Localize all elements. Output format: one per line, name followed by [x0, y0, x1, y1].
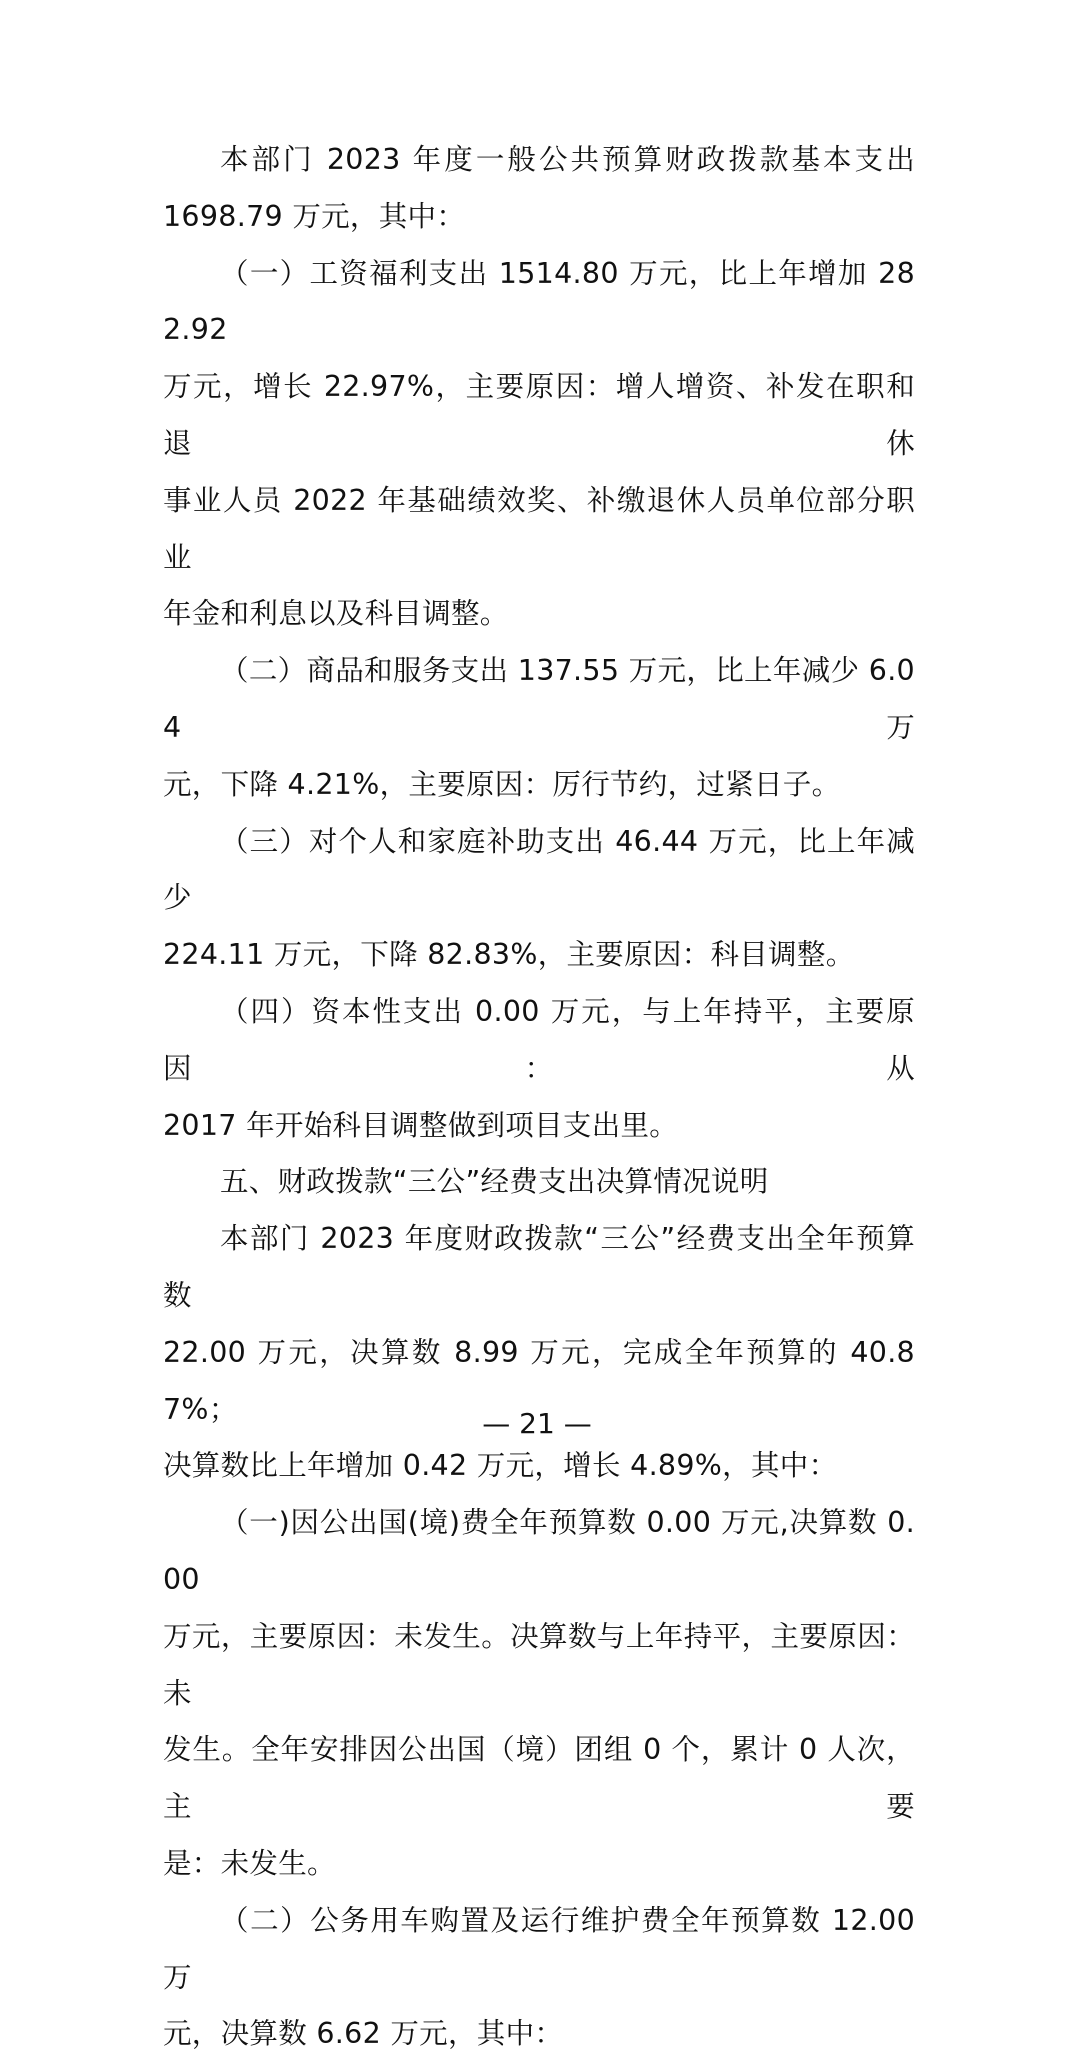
text-line: 1698.79 万元，其中：	[163, 199, 466, 233]
text-line: 事业人员 2022 年基础绩效奖、补缴退休人员单位部分职业	[163, 483, 915, 574]
text-line: （二）公务用车购置及运行维护费全年预算数 12.00 万	[163, 1903, 915, 1994]
text-line: 元，决算数 6.62 万元，其中：	[163, 2017, 564, 2051]
paragraph-basic-expenditure	[163, 132, 915, 246]
paragraph-personal-subsidy	[163, 814, 915, 984]
text-line: （四）资本性支出 0.00 万元，与上年持平，主要原因：从	[163, 994, 915, 1085]
body-text	[163, 132, 915, 2063]
text-line: 发生。全年安排因公出国（境）团组 0 个，累计 0 人次，主要	[163, 1733, 915, 1824]
section-heading-three-public	[163, 1154, 915, 1211]
page-number: — 21 —	[482, 1407, 592, 1440]
text-line: （一）工资福利支出 1514.80 万元，比上年增加 282.92	[163, 256, 915, 347]
text-line: 是：未发生。	[163, 1846, 336, 1880]
text-line: （三）对个人和家庭补助支出 46.44 万元，比上年减少	[163, 824, 915, 915]
paragraph-three-public-summary	[163, 1211, 915, 1495]
text-line: （一)因公出国(境)费全年预算数 0.00 万元,决算数 0.00	[163, 1506, 915, 1596]
text-line: 万元，主要原因：未发生。决算数与上年持平，主要原因：未	[163, 1619, 915, 1710]
text-line: 年金和利息以及科目调整。	[163, 597, 509, 631]
text-line: 22.00 万元，决算数 8.99 万元，完成全年预算的 40.87%；	[163, 1335, 915, 1426]
text-line: 万元，增长 22.97%，主要原因：增人增资、补发在职和退休	[163, 370, 915, 460]
text-line: （二）商品和服务支出 137.55 万元，比上年减少 6.04 万	[163, 654, 915, 744]
paragraph-salary-welfare	[163, 246, 915, 644]
text-line: 决算数比上年增加 0.42 万元，增长 4.89%，其中：	[163, 1449, 838, 1483]
text-line: 元，下降 4.21%，主要原因：厉行节约，过紧日子。	[163, 767, 841, 801]
text-line: 本部门 2023 年度财政拨款“三公”经费支出全年预算数	[163, 1222, 915, 1312]
paragraph-official-vehicles	[163, 1893, 915, 2063]
text-line: 五、财政拨款“三公”经费支出决算情况说明	[220, 1165, 769, 1199]
text-line: 本部门 2023 年度一般公共预算财政拨款基本支出	[220, 143, 915, 176]
paragraph-capital-expenditure	[163, 984, 915, 1154]
paragraph-overseas-travel	[163, 1495, 915, 1893]
text-line: 224.11 万元，下降 82.83%，主要原因：科目调整。	[163, 938, 855, 972]
text-line: 2017 年开始科目调整做到项目支出里。	[163, 1108, 679, 1142]
paragraph-goods-services	[163, 643, 915, 813]
